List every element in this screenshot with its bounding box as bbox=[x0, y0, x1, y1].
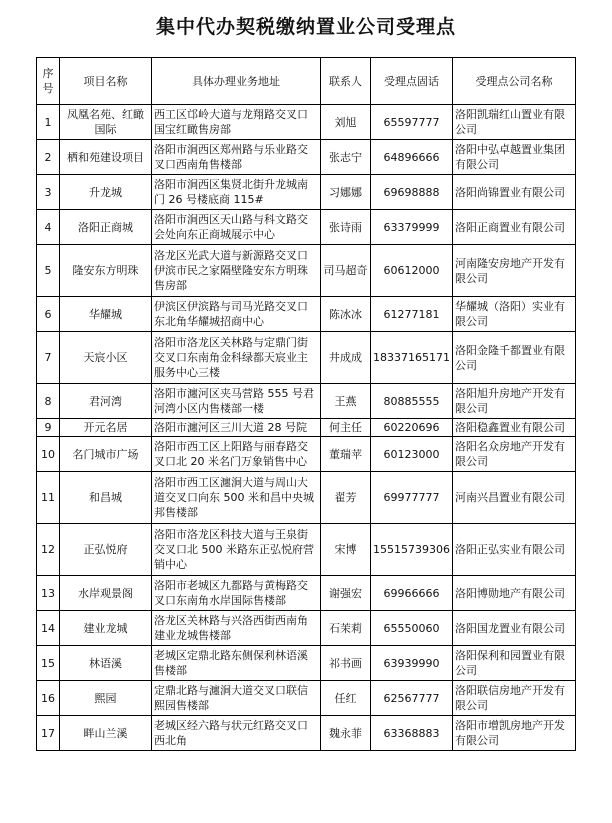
company-name: 洛阳中弘卓越置业集团有限公司 bbox=[452, 140, 575, 175]
office-phone: 63939990 bbox=[371, 646, 453, 681]
office-address: 洛阳市瀍河区三川大道 28 号院 bbox=[152, 419, 321, 437]
office-address: 洛阳市西工区瀍涧大道与周山大道交叉口向东 500 米和昌中央城邦售楼部 bbox=[152, 472, 321, 524]
project-name: 洛阳正商城 bbox=[60, 210, 152, 245]
company-name: 洛阳正弘实业有限公司 bbox=[452, 524, 575, 576]
project-name: 开元名居 bbox=[60, 419, 152, 437]
contact-person: 司马超奇 bbox=[321, 245, 371, 297]
row-number: 6 bbox=[37, 297, 60, 332]
row-number: 16 bbox=[37, 681, 60, 716]
project-name: 升龙城 bbox=[60, 175, 152, 210]
header-phone: 受理点固话 bbox=[371, 58, 453, 105]
table-row bbox=[37, 524, 576, 576]
contact-person: 宋博 bbox=[321, 524, 371, 576]
project-name: 名门城市广场 bbox=[60, 437, 152, 472]
table-row bbox=[37, 332, 576, 384]
company-name: 河南隆安房地产开发有限公司 bbox=[452, 245, 575, 297]
office-phone: 61277181 bbox=[371, 297, 453, 332]
office-address: 西工区邙岭大道与龙翔路交叉口国宝红瞰售房部 bbox=[152, 105, 321, 140]
project-name: 畔山兰溪 bbox=[60, 716, 152, 751]
contact-person: 任红 bbox=[321, 681, 371, 716]
table-row bbox=[37, 105, 576, 140]
row-number: 17 bbox=[37, 716, 60, 751]
header-name: 项目名称 bbox=[60, 58, 152, 105]
office-phone: 63379999 bbox=[371, 210, 453, 245]
office-address: 洛阳市西工区上阳路与丽春路交叉口北 20 米名门万象销售中心 bbox=[152, 437, 321, 472]
row-number: 14 bbox=[37, 611, 60, 646]
header-address: 具体办理业务地址 bbox=[152, 58, 321, 105]
header-contact: 联系人 bbox=[321, 58, 371, 105]
table-body bbox=[37, 105, 576, 751]
office-address: 洛阳市涧西区天山路与科文路交会处向东正商城展示中心 bbox=[152, 210, 321, 245]
page-title: 集中代办契税缴纳置业公司受理点 bbox=[155, 16, 456, 38]
row-number: 2 bbox=[37, 140, 60, 175]
office-phone: 80885555 bbox=[371, 384, 453, 419]
row-number: 1 bbox=[37, 105, 60, 140]
project-name: 栖和苑建设项目 bbox=[60, 140, 152, 175]
company-name: 洛阳旭升房地产开发有限公司 bbox=[452, 384, 575, 419]
company-name: 洛阳正商置业有限公司 bbox=[452, 210, 575, 245]
project-name: 凤凰名苑、红瞰国际 bbox=[60, 105, 152, 140]
table-row bbox=[37, 140, 576, 175]
office-address: 老城区经六路与状元红路交叉口西北角 bbox=[152, 716, 321, 751]
company-name: 洛阳凯瑞红山置业有限公司 bbox=[452, 105, 575, 140]
row-number: 10 bbox=[37, 437, 60, 472]
project-name: 熙园 bbox=[60, 681, 152, 716]
project-name: 天宸小区 bbox=[60, 332, 152, 384]
header-no: 序号 bbox=[37, 58, 60, 105]
table-row bbox=[37, 245, 576, 297]
table-row bbox=[37, 716, 576, 751]
office-address: 洛阳市洛龙区关林路与定鼎门街交叉口东南角金科绿都天宸业主服务中心三楼 bbox=[152, 332, 321, 384]
row-number: 5 bbox=[37, 245, 60, 297]
office-address: 洛阳市老城区九都路与黄梅路交叉口东南角水岸国际售楼部 bbox=[152, 576, 321, 611]
contact-person: 王燕 bbox=[321, 384, 371, 419]
office-phone: 60123000 bbox=[371, 437, 453, 472]
company-name: 洛阳保利和园置业有限公司 bbox=[452, 646, 575, 681]
contact-person: 刘旭 bbox=[321, 105, 371, 140]
table-row bbox=[37, 210, 576, 245]
contact-person: 石茉莉 bbox=[321, 611, 371, 646]
row-number: 12 bbox=[37, 524, 60, 576]
header-row bbox=[37, 58, 576, 105]
project-name: 林语溪 bbox=[60, 646, 152, 681]
row-number: 4 bbox=[37, 210, 60, 245]
company-name: 洛阳联信房地产开发有限公司 bbox=[452, 681, 575, 716]
company-name: 华耀城（洛阳）实业有限公司 bbox=[452, 297, 575, 332]
office-address: 洛阳市涧西区集贤北街升龙城南门 26 号楼底商 115# bbox=[152, 175, 321, 210]
office-address: 洛阳市洛龙区科技大道与王泉街交叉口北 500 米路东正弘悦府营销中心 bbox=[152, 524, 321, 576]
project-name: 和昌城 bbox=[60, 472, 152, 524]
contact-person: 张诗雨 bbox=[321, 210, 371, 245]
company-name: 洛阳金隆千都置业有限公司 bbox=[452, 332, 575, 384]
row-number: 3 bbox=[37, 175, 60, 210]
company-name: 洛阳国龙置业有限公司 bbox=[452, 611, 575, 646]
table-row bbox=[37, 297, 576, 332]
table-row bbox=[37, 646, 576, 681]
table-row bbox=[37, 681, 576, 716]
project-name: 华耀城 bbox=[60, 297, 152, 332]
contact-person: 何主任 bbox=[321, 419, 371, 437]
table-row bbox=[37, 175, 576, 210]
office-phone: 60220696 bbox=[371, 419, 453, 437]
table-row bbox=[37, 384, 576, 419]
office-phone: 63368883 bbox=[371, 716, 453, 751]
company-name: 洛阳名众房地产开发有限公司 bbox=[452, 437, 575, 472]
project-name: 君河湾 bbox=[60, 384, 152, 419]
office-phone: 69977777 bbox=[371, 472, 453, 524]
contact-person: 谢强宏 bbox=[321, 576, 371, 611]
office-phone: 62567777 bbox=[371, 681, 453, 716]
table-row bbox=[37, 472, 576, 524]
office-address: 洛龙区关林路与兴洛西街西南角建业龙城售楼部 bbox=[152, 611, 321, 646]
office-phone: 60612000 bbox=[371, 245, 453, 297]
office-phone: 15515739306 bbox=[371, 524, 453, 576]
row-number: 15 bbox=[37, 646, 60, 681]
row-number: 11 bbox=[37, 472, 60, 524]
company-name: 洛阳稳鑫置业有限公司 bbox=[452, 419, 575, 437]
row-number: 13 bbox=[37, 576, 60, 611]
office-address: 洛阳市瀍河区夹马营路 555 号君河湾小区内售楼部一楼 bbox=[152, 384, 321, 419]
contact-person: 祁书画 bbox=[321, 646, 371, 681]
header-company: 受理点公司名称 bbox=[452, 58, 575, 105]
project-name: 水岸观景阁 bbox=[60, 576, 152, 611]
office-phone: 69698888 bbox=[371, 175, 453, 210]
contact-person: 陈冰冰 bbox=[321, 297, 371, 332]
project-name: 正弘悦府 bbox=[60, 524, 152, 576]
company-name: 河南兴昌置业有限公司 bbox=[452, 472, 575, 524]
office-address: 定鼎北路与瀍涧大道交叉口联信熙园售楼部 bbox=[152, 681, 321, 716]
table-row bbox=[37, 576, 576, 611]
company-name: 洛阳市增凯房地产开发有限公司 bbox=[452, 716, 575, 751]
office-address: 洛阳市涧西区郑州路与乐业路交叉口西南角售楼部 bbox=[152, 140, 321, 175]
contact-person: 翟芳 bbox=[321, 472, 371, 524]
contact-person: 习娜娜 bbox=[321, 175, 371, 210]
table-row bbox=[37, 437, 576, 472]
office-address: 洛龙区光武大道与新源路交叉口伊滨市民之家隔壁隆安东方明珠售房部 bbox=[152, 245, 321, 297]
office-address: 伊滨区伊滨路与司马光路交叉口东北角华耀城招商中心 bbox=[152, 297, 321, 332]
company-name: 洛阳尚锦置业有限公司 bbox=[452, 175, 575, 210]
office-phone: 64896666 bbox=[371, 140, 453, 175]
row-number: 9 bbox=[37, 419, 60, 437]
contact-person: 张志宁 bbox=[321, 140, 371, 175]
office-phone: 65550060 bbox=[371, 611, 453, 646]
office-address: 老城区定鼎北路东侧保利林语溪售楼部 bbox=[152, 646, 321, 681]
office-phone: 18337165171 bbox=[371, 332, 453, 384]
table-row bbox=[37, 611, 576, 646]
office-phone: 69966666 bbox=[371, 576, 453, 611]
contact-person: 董瑞苹 bbox=[321, 437, 371, 472]
project-name: 建业龙城 bbox=[60, 611, 152, 646]
contact-person: 魏永菲 bbox=[321, 716, 371, 751]
office-phone: 65597777 bbox=[371, 105, 453, 140]
table-row bbox=[37, 419, 576, 437]
row-number: 8 bbox=[37, 384, 60, 419]
row-number: 7 bbox=[37, 332, 60, 384]
office-table bbox=[36, 57, 576, 751]
project-name: 隆安东方明珠 bbox=[60, 245, 152, 297]
company-name: 洛阳博勋地产有限公司 bbox=[452, 576, 575, 611]
contact-person: 井成成 bbox=[321, 332, 371, 384]
